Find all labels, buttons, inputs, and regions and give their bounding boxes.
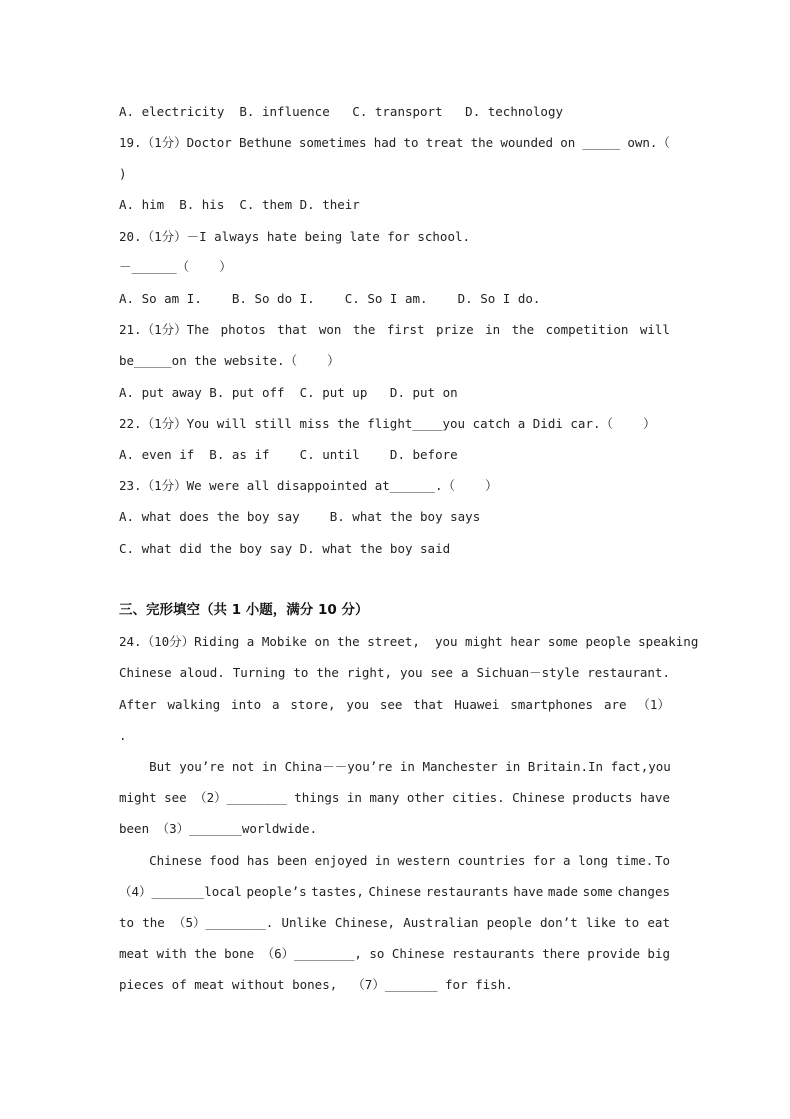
word: some	[582, 884, 613, 899]
word: Chinese	[119, 665, 172, 680]
word: meat	[119, 946, 150, 961]
word: you	[399, 665, 423, 680]
word: are	[603, 697, 627, 712]
word: changes	[617, 884, 670, 899]
word: to	[624, 915, 640, 930]
word: have	[639, 790, 670, 805]
q19-stem-end: )	[119, 166, 127, 181]
q24-p3-line5: pieces of meat without bones, （7）_______ for fish.	[119, 977, 513, 992]
word: own.（	[627, 135, 670, 150]
q22-stem: 22.（1分）You will still miss the flight____you catch a Didi car.（ ）	[119, 416, 656, 431]
q20-answer-line: －______（ ）	[119, 259, 232, 274]
word: walking	[167, 697, 221, 712]
word: to	[119, 915, 135, 930]
q21-stem-end: be_____on the website.（ ）	[119, 353, 340, 368]
word: Turning	[232, 665, 286, 680]
word: you	[346, 697, 369, 712]
word: things	[294, 790, 340, 805]
word: see	[430, 665, 454, 680]
word: aloud.	[179, 665, 225, 680]
word: the	[316, 665, 339, 680]
word: （5）________.	[173, 915, 274, 930]
word: wounded	[500, 135, 554, 150]
word: might	[119, 790, 157, 805]
word: won	[318, 322, 342, 337]
q24-p3-line1	[119, 853, 670, 869]
q21-stem	[119, 322, 670, 338]
word: so	[369, 946, 385, 961]
q24-line1: 24.（10分）Riding a Mobike on the street, you might hear some people speaking	[119, 634, 699, 649]
word: _____	[582, 135, 621, 150]
word: to	[403, 135, 419, 150]
q23-stem: 23.（1分）We were all disappointed at______.（ ）	[119, 478, 498, 493]
q19-stem	[119, 135, 670, 151]
word: store,	[290, 697, 336, 712]
word: Chinese,	[334, 915, 396, 930]
word: But you’re not in China－－you’re in Manchester in Britain.	[119, 759, 589, 774]
word: first	[386, 322, 425, 337]
word: tastes,	[311, 884, 364, 899]
q22-options: A. even if B. as if C. until D. before	[119, 447, 458, 462]
word: eat	[647, 915, 670, 930]
word: the	[352, 322, 376, 337]
word: 19.（1分）Doctor	[119, 135, 232, 150]
word: prize	[435, 322, 474, 337]
word: had	[373, 135, 397, 150]
word: （2）________	[194, 790, 287, 805]
word: there	[542, 946, 580, 961]
word: 21.（1分）The	[119, 322, 210, 337]
q24-p2-line2	[119, 790, 670, 806]
word: Chinese	[368, 884, 422, 899]
word: Chinese	[391, 946, 445, 961]
word: have	[513, 884, 544, 899]
q23-options-row2: C. what did the boy say D. what the boy said	[119, 541, 451, 556]
word: will	[639, 322, 670, 337]
q24-line4: .	[119, 728, 127, 743]
word: made	[547, 884, 579, 899]
q18-options: A. electricity B. influence C. transport D. technology	[119, 104, 564, 119]
word: After	[119, 697, 157, 712]
word: restaurants	[425, 884, 509, 899]
q20-options: A. So am I. B. So do I. C. So I am. D. So I do.	[119, 291, 541, 306]
q24-p3-line3	[119, 915, 670, 931]
q24-p3-line2	[119, 884, 670, 900]
word: the	[194, 946, 217, 961]
word: that	[277, 322, 308, 337]
word: products	[572, 790, 633, 805]
q24-line2	[119, 665, 670, 681]
word: Unlike	[281, 915, 327, 930]
word: bone	[224, 946, 255, 961]
word: into	[231, 697, 262, 712]
word: a	[272, 697, 280, 712]
word: the	[511, 322, 535, 337]
word: people	[486, 915, 532, 930]
word: cities.	[451, 790, 505, 805]
q19-options: A. him B. his C. them D. their	[119, 197, 360, 212]
word: restaurant.	[587, 665, 670, 680]
word: you	[648, 759, 671, 774]
word: （4）_______local	[119, 884, 242, 899]
word: big	[647, 946, 670, 961]
word: the	[142, 915, 165, 930]
q24-line3	[119, 697, 670, 713]
word: Sichuan－style	[476, 665, 580, 680]
section-heading: 三、完形填空（共 1 小题，满分 10 分）	[119, 602, 369, 618]
word: competition	[545, 322, 629, 337]
word: To	[654, 853, 670, 868]
word: treat	[425, 135, 464, 150]
word: sometimes	[298, 135, 367, 150]
word: other	[406, 790, 445, 805]
word: to	[293, 665, 309, 680]
word: that	[413, 697, 444, 712]
q24-p2-line3: been （3）_______worldwide.	[119, 821, 318, 836]
q24-p2-line1	[119, 759, 670, 775]
word: with	[156, 946, 187, 961]
q24-p3-line4	[119, 946, 670, 962]
word: Bethune	[238, 135, 292, 150]
word: a	[460, 665, 469, 680]
word: provide	[587, 946, 640, 961]
word: Australian	[403, 915, 479, 930]
word: see	[164, 790, 187, 805]
word: people’s	[246, 884, 307, 899]
word: restaurants	[451, 946, 535, 961]
word: see	[379, 697, 403, 712]
word: （6）________,	[261, 946, 362, 961]
word: like	[585, 915, 616, 930]
word: （1）	[637, 697, 670, 712]
q23-options-row1: A. what does the boy say B. what the boy says	[119, 509, 481, 524]
q20-stem: 20.（1分）－I always hate being late for school.	[119, 229, 471, 244]
word: on	[560, 135, 576, 150]
word: Chinese	[512, 790, 565, 805]
word: right,	[346, 665, 393, 680]
word: In fact,	[588, 759, 649, 774]
word: photos	[220, 322, 266, 337]
word: don’t	[540, 915, 578, 930]
word: in	[346, 790, 362, 805]
word: Chinese food has been enjoyed in western countries for a long time.	[119, 853, 654, 868]
word: the	[470, 135, 494, 150]
q21-options: A. put away B. put off C. put up D. put on	[119, 385, 458, 400]
word: Huawei	[454, 697, 500, 712]
word: in	[485, 322, 501, 337]
word: many	[369, 790, 400, 805]
word: smartphones	[510, 697, 594, 712]
